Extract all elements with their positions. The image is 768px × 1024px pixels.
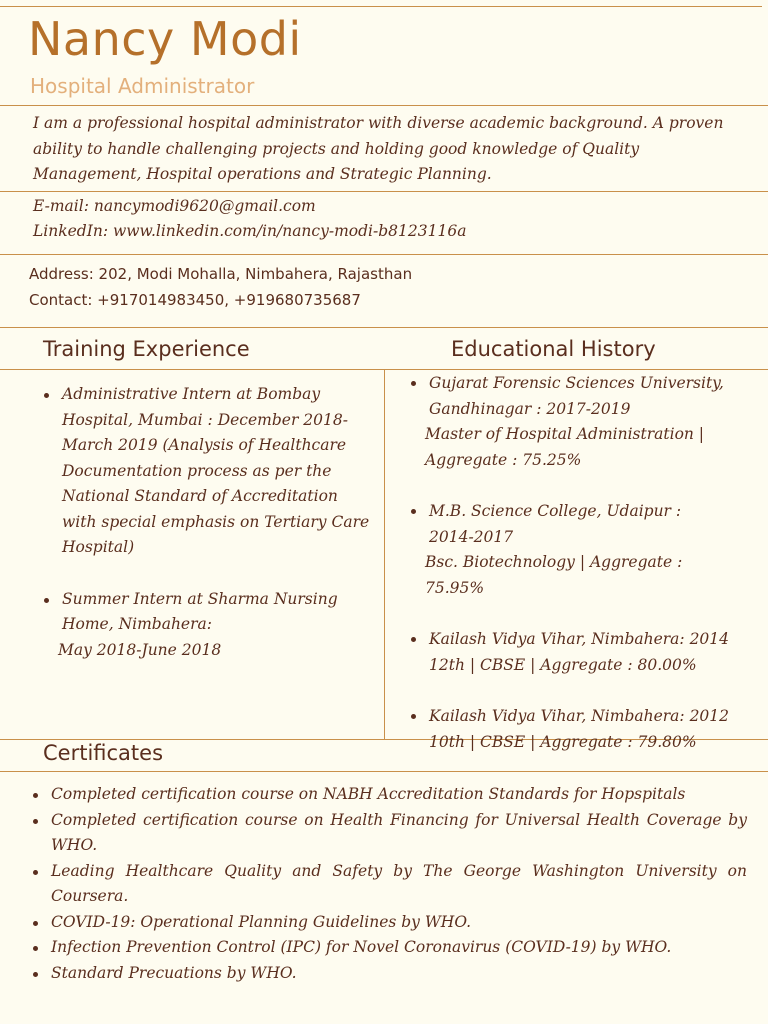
certificate-item	[51, 808, 747, 859]
header-rule	[0, 105, 768, 106]
certificate-text: Standard Precuations by WHO.	[51, 963, 297, 982]
certificate-item	[51, 910, 747, 936]
training-title: Training Experience	[43, 337, 250, 361]
education-detail: Bsc. Biotechnology | Aggregate : 75.95%	[425, 553, 683, 597]
training-item-text: Administrative Intern at Bombay Hospital, Mumbai : December 2018-March 2019 (Analysis of Healthcare Documentation process as per the National Standard of Accreditation with special emphasis on Tertiary Care Hospital)	[62, 385, 370, 556]
summary-rule	[0, 191, 768, 192]
education-item	[425, 499, 729, 601]
bullet-icon	[33, 972, 38, 977]
education-institution: Gujarat Forensic Sciences University, Gandhinagar : 2017-2019	[429, 374, 724, 418]
education-title: Educational History	[451, 337, 656, 361]
training-list	[58, 382, 372, 663]
bullet-icon	[411, 714, 416, 719]
education-detail: 10th | CBSE | Aggregate : 79.80%	[429, 732, 697, 751]
email-line[interactable]: E-mail: nancymodi9620@gmail.com	[33, 197, 316, 215]
education-item	[429, 627, 729, 678]
address-rule	[0, 327, 768, 328]
education-list	[425, 371, 730, 781]
bullet-icon	[33, 870, 38, 875]
education-institution: M.B. Science College, Udaipur : 2014-2017	[429, 502, 682, 546]
education-detail: Master of Hospital Administration | Aggregate : 75.25%	[425, 425, 705, 469]
bullet-icon	[411, 637, 416, 642]
education-detail: 12th | CBSE | Aggregate : 80.00%	[429, 655, 697, 674]
certificate-text: COVID-19: Operational Planning Guidelines by WHO.	[51, 912, 472, 931]
education-item	[429, 704, 729, 755]
bullet-icon	[44, 598, 49, 603]
certificate-text: Leading Healthcare Quality and Safety by The George Washington University on Coursera.	[51, 861, 747, 905]
certificate-item	[51, 859, 747, 910]
bullet-icon	[33, 793, 38, 798]
certificate-text: Completed certification course on NABH Accreditation Standards for Hopspitals	[51, 785, 686, 803]
certificates-list	[51, 782, 747, 986]
bullet-icon	[44, 393, 49, 398]
bullet-icon	[33, 946, 38, 951]
training-item	[62, 382, 372, 561]
education-item	[425, 371, 729, 473]
certificate-item	[51, 782, 747, 808]
candidate-role: Hospital Administrator	[30, 74, 255, 98]
linkedin-line[interactable]: LinkedIn: www.linkedin.com/in/nancy-modi-b8123116a	[33, 222, 467, 240]
education-institution: Kailash Vidya Vihar, Nimbahera: 2014	[429, 630, 730, 648]
bullet-icon	[411, 509, 416, 514]
profile-summary: I am a professional hospital administrator with diverse academic background. A proven ability to handle challenging projects and holding good knowledge of Quality Management, Hospital operations and Strategic Planning.	[33, 114, 724, 183]
phone-line: Contact: +917014983450, +919680735687	[29, 291, 361, 309]
education-institution: Kailash Vidya Vihar, Nimbahera: 2012	[429, 707, 730, 725]
bullet-icon	[33, 819, 38, 824]
candidate-name: Nancy Modi	[28, 12, 302, 66]
certificate-text: Completed certification course on Health Financing for Universal Health Coverage by WHO.	[51, 810, 747, 854]
bullet-icon	[411, 381, 416, 386]
contact-rule	[0, 254, 768, 255]
training-item-dates: May 2018-June 2018	[58, 640, 222, 659]
training-item-text: Summer Intern at Sharma Nursing Home, Nimbahera:	[62, 589, 338, 633]
certificate-text: Infection Prevention Control (IPC) for Novel Coronavirus (COVID-19) by WHO.	[51, 938, 672, 956]
certificate-item	[51, 935, 747, 961]
bullet-icon	[33, 921, 38, 926]
training-item	[58, 587, 372, 664]
column-divider	[384, 370, 385, 739]
address-line: Address: 202, Modi Mohalla, Nimbahera, Rajasthan	[29, 265, 413, 283]
certificate-item	[51, 961, 747, 987]
top-rule	[0, 6, 762, 7]
certificates-title: Certificates	[43, 741, 164, 765]
